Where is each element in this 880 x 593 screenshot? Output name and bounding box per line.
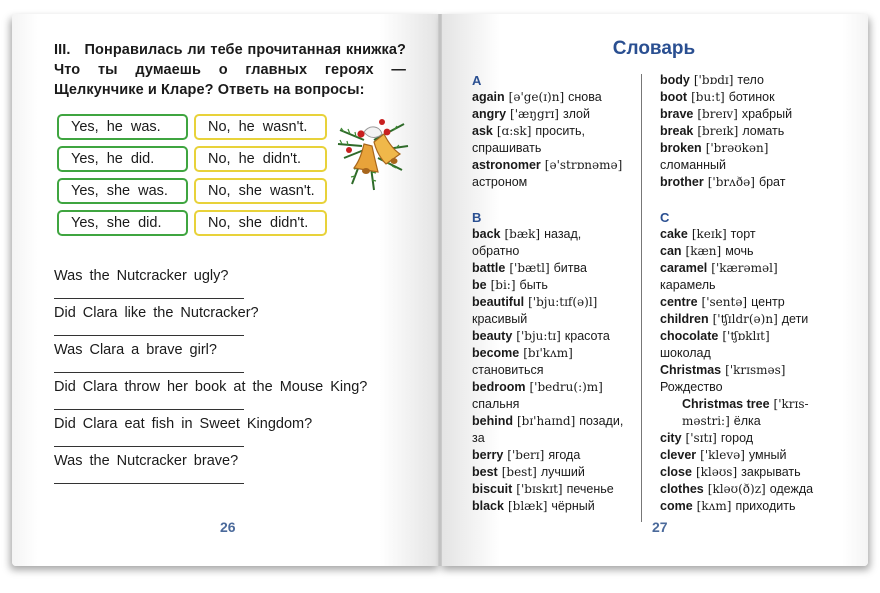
question-item [54,340,414,377]
entry-word: black [472,499,504,513]
entry-word: best [472,465,498,479]
answer-row [57,178,329,210]
entry-word: become [472,346,520,360]
entry-word: beautiful [472,295,525,309]
answer-line [54,298,244,299]
entry-translation: позади, [579,414,624,428]
entry-translation: красивый [472,312,528,326]
entry-translation: снова [568,90,602,104]
dictionary-entry [660,328,840,345]
entry-word: chocolate [660,329,719,343]
answer-line [54,446,244,447]
entry-transcription: ['bætl] [509,261,550,275]
right-page [440,14,868,566]
entry-transcription: [ə'strɒnəmə] [544,158,623,172]
entry-transcription: [best] [501,465,537,479]
entry-translation: тело [737,73,764,87]
entry-transcription: ['sentə] [701,295,748,309]
dictionary-entry [472,106,632,123]
entry-word: come [660,499,693,513]
dictionary-entry-continued [472,362,632,379]
entry-translation: ботинок [728,90,775,104]
entry-transcription: ['sɪtɪ] [685,431,717,445]
book-spine [438,14,442,566]
entry-transcription: [bu:t] [691,90,725,104]
entry-translation: Рождество [660,380,723,394]
entry-transcription: [bɪ'haɪnd] [516,414,576,428]
dictionary-entry [660,481,840,498]
question-text: Did Clara like the Nutcracker? [54,305,259,321]
entry-translation: ломать [742,124,785,138]
answer-row [57,146,329,178]
entry-transcription: [kləʊs] [695,465,738,479]
entry-translation: карамель [660,278,716,292]
entry-transcription: [kləʊ(ð)z] [707,482,766,496]
entry-word: astronomer [472,158,541,172]
entry-transcription: [blæk] [507,499,548,513]
entry-translation: приходить [735,499,796,513]
entry-word: Christmas [660,363,722,377]
entry-translation: дети [781,312,809,326]
entry-transcription: [bi:] [490,278,516,292]
entry-translation: злой [562,107,590,121]
entry-transcription: [kæn] [685,244,722,258]
entry-word: again [472,90,505,104]
entry-translation: город [720,431,754,445]
entry-translation: мочь [725,244,754,258]
entry-word: Christmas tree [682,397,770,411]
task-instruction [54,40,406,100]
task-number: III. [54,42,71,58]
question-text: Did Clara throw her book at the Mouse King? [54,379,368,395]
dictionary-entry [472,89,632,106]
entry-word: brave [660,107,694,121]
dictionary-entry [472,464,632,481]
answer-options [57,114,329,242]
answer-yes: Yes, he was. [57,114,188,140]
dictionary-entry [472,481,632,498]
dictionary-entry-continued [472,174,632,191]
entry-translation: центр [751,295,785,309]
entry-word: broken [660,141,702,155]
entry-word: city [660,431,682,445]
entry-word: back [472,227,501,241]
entry-translation: печенье [566,482,614,496]
answer-line [54,483,244,484]
entry-transcription: ['bju:tɪ] [516,329,561,343]
entry-translation: ягода [548,448,581,462]
dictionary-entry [472,498,632,515]
dictionary-entry [660,140,840,157]
dictionary-entry [472,123,632,140]
entry-transcription: [bɪ'kʌm] [523,346,573,360]
section-letter: C [660,210,670,225]
answer-no: No, she didn't. [194,210,327,236]
entry-transcription: ['bɒdɪ] [693,73,734,87]
dictionary-entry [660,430,840,447]
dictionary-entry [660,226,840,243]
question-text: Was Clara a brave girl? [54,342,217,358]
dictionary-entry-continued [660,413,840,430]
entry-transcription: ['kærəməl] [711,261,778,275]
entry-translation: просить, [535,124,586,138]
dictionary-entry [660,311,840,328]
entry-word: be [472,278,487,292]
entry-word: behind [472,414,513,428]
dictionary-title: Словарь [612,38,696,59]
question-text: Did Clara eat fish in Sweet Kingdom? [54,416,313,432]
entry-translation: астроном [472,175,528,189]
entry-transcription: ['brəʊkən] [705,141,769,155]
entry-transcription: [bæk] [504,227,541,241]
entry-transcription: ['krɪsməs] [725,363,786,377]
entry-transcription: ['brʌðə] [707,175,755,189]
entry-word: brother [660,175,704,189]
entry-word: children [660,312,709,326]
entry-translation: красота [564,329,610,343]
left-page [12,14,440,566]
dictionary-entry [660,447,840,464]
question-item [54,414,414,451]
entry-word: battle [472,261,506,275]
entry-word: clever [660,448,697,462]
answer-row [57,210,329,242]
dictionary-entry [660,498,840,515]
page-number-left: 26 [220,519,236,535]
entry-translation: спрашивать [472,141,542,155]
entry-transcription: ['berɪ] [507,448,545,462]
open-book [12,14,868,566]
section-letter: A [472,73,482,88]
dictionary-entry [472,328,632,345]
page-number-right: 27 [652,519,668,535]
entry-transcription: [breɪv] [697,107,738,121]
entry-transcription: [ə'ge(ɪ)n] [508,90,565,104]
dictionary-entry [660,396,840,413]
entry-word: beauty [472,329,513,343]
column-divider [641,74,642,522]
entry-word: angry [472,107,507,121]
christmas-bells-icon [334,110,410,194]
entry-transcription: [keɪk] [691,227,727,241]
answer-no: No, she wasn't. [194,178,327,204]
dictionary-entry [660,72,840,89]
entry-transcription: ['æŋgrɪ] [510,107,559,121]
dictionary-column-right [660,72,840,515]
entry-transcription: [kʌm] [696,499,732,513]
entry-transcription: ['krɪs- [773,397,809,411]
dictionary-entry [660,243,840,260]
section-gap [472,191,632,209]
entry-word: clothes [660,482,704,496]
dictionary-entry [472,277,632,294]
dictionary-entry [660,106,840,123]
entry-translation: умный [748,448,787,462]
entry-transcription: ['ʧɒklɪt] [722,329,770,343]
dictionary-entry-continued [472,430,632,447]
entry-translation: назад, [544,227,582,241]
answer-line [54,335,244,336]
dictionary-entry [660,362,840,379]
entry-translation: чёрный [551,499,595,513]
entry-transcription: [breɪk] [697,124,739,138]
entry-word: berry [472,448,504,462]
entry-translation: закрывать [741,465,801,479]
entry-transcription: məstri:] [682,414,730,428]
entry-translation: быть [519,278,548,292]
entry-word: can [660,244,682,258]
entry-translation: за [472,431,485,445]
entry-translation: битва [553,261,587,275]
entry-word: boot [660,90,688,104]
dictionary-entry [660,174,840,191]
entry-transcription: ['ʧɪldr(ə)n] [712,312,778,326]
question-text: Was the Nutcracker ugly? [54,268,229,284]
dictionary-entry [472,157,632,174]
entry-word: caramel [660,261,708,275]
dictionary-column-left [472,72,632,515]
dictionary-entry [472,226,632,243]
answer-yes: Yes, she was. [57,178,188,204]
question-item [54,266,414,303]
entry-word: bedroom [472,380,526,394]
answer-yes: Yes, he did. [57,146,188,172]
entry-word: ask [472,124,493,138]
entry-translation: одежда [769,482,814,496]
dictionary-entry [472,447,632,464]
answer-row [57,114,329,146]
entry-word: break [660,124,694,138]
questions-list [54,266,414,488]
dictionary-entry-continued [472,311,632,328]
section-gap [660,191,840,209]
task-text: Понравилась ли тебе прочитанная книжка? Что ты думаешь о главных героях — Щелкунчике и Кларе? Ответь на вопросы: [54,42,406,98]
entry-translation: храбрый [741,107,793,121]
question-text: Was the Nutcracker brave? [54,453,239,469]
dictionary-entry-continued [660,157,840,174]
dictionary-entry [472,260,632,277]
section-letter: B [472,210,482,225]
entry-translation: ёлка [733,414,761,428]
dictionary-entry [472,345,632,362]
entry-translation: шоколад [660,346,711,360]
answer-yes: Yes, she did. [57,210,188,236]
entry-word: cake [660,227,688,241]
dictionary-entry-continued [472,243,632,260]
dictionary-entry-continued [660,345,840,362]
entry-transcription: ['bju:tɪf(ə)l] [528,295,598,309]
answer-no: No, he wasn't. [194,114,327,140]
dictionary-entry [472,294,632,311]
dictionary-entry [660,294,840,311]
entry-translation: сломанный [660,158,726,172]
dictionary-entry-continued [472,396,632,413]
entry-translation: лучший [540,465,585,479]
dictionary-entry [660,123,840,140]
dictionary-entry-continued [660,379,840,396]
question-item [54,451,414,488]
dictionary-entry [660,464,840,481]
entry-word: body [660,73,690,87]
entry-translation: брат [758,175,786,189]
answer-line [54,409,244,410]
entry-word: biscuit [472,482,513,496]
dictionary-entry-continued [660,277,840,294]
dictionary-entry [472,379,632,396]
dictionary-entry [660,260,840,277]
entry-word: close [660,465,692,479]
dictionary-entry-continued [472,140,632,157]
question-item [54,377,414,414]
question-item [54,303,414,340]
entry-word: centre [660,295,698,309]
answer-line [54,372,244,373]
entry-translation: торт [730,227,756,241]
entry-translation: обратно [472,244,520,258]
entry-translation: спальня [472,397,520,411]
entry-transcription: ['klevə] [700,448,745,462]
dictionary-entry [660,89,840,106]
dictionary-entry [472,413,632,430]
entry-transcription: ['bedru(:)m] [529,380,603,394]
entry-transcription: ['bɪskɪt] [516,482,563,496]
entry-translation: становиться [472,363,544,377]
answer-no: No, he didn't. [194,146,327,172]
entry-transcription: [ɑ:sk] [496,124,532,138]
